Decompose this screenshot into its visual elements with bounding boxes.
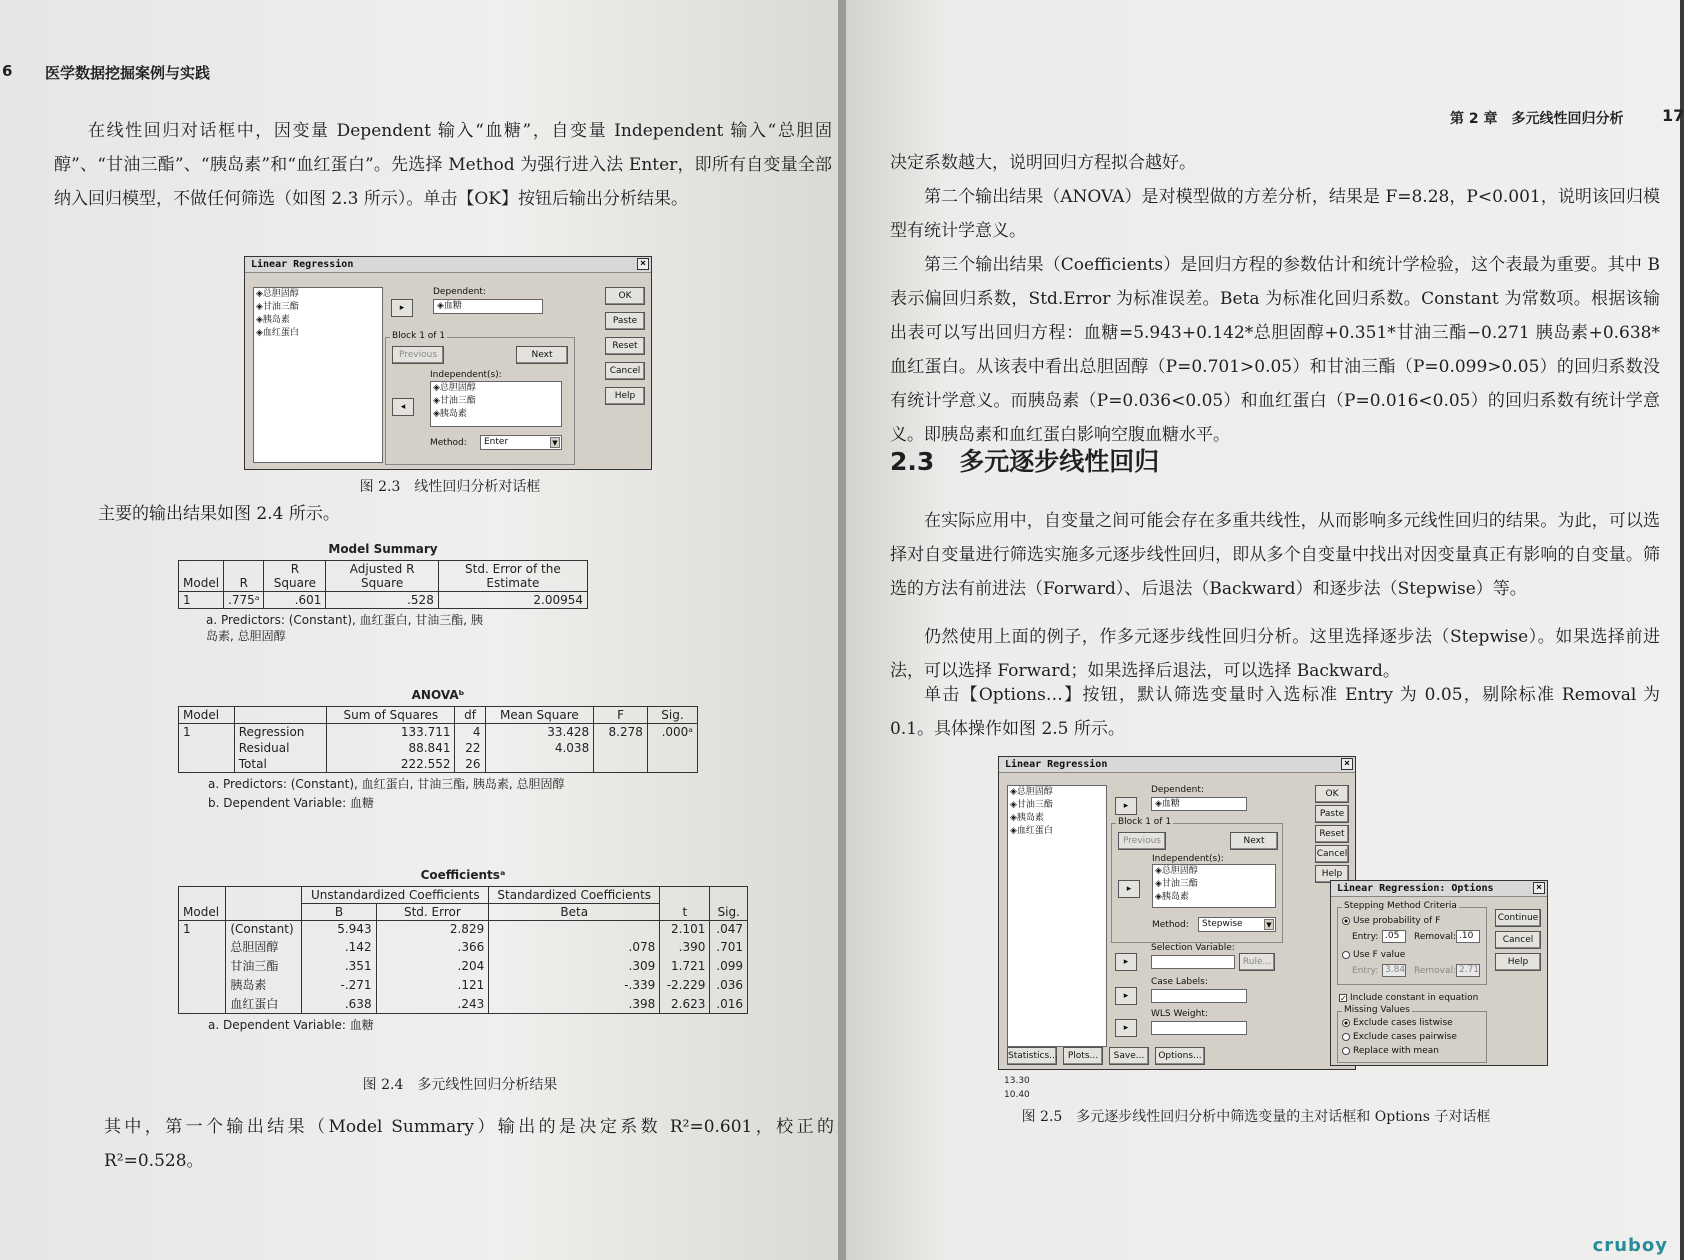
model-summary-title: Model Summary	[328, 542, 438, 556]
table-cell: .142	[302, 937, 376, 956]
table-cell: 88.841	[327, 740, 455, 756]
independent-list[interactable]	[1152, 864, 1276, 908]
rule-button[interactable]: Rule...	[1239, 953, 1275, 971]
dialog-title-bar	[245, 257, 651, 273]
list-item[interactable]: ◈总胆固醇	[1155, 866, 1198, 876]
header-cell: Std. Error of the Estimate	[438, 561, 587, 592]
use-f-value-radio[interactable]: Use F value	[1342, 950, 1405, 960]
background-number: 13.30	[1004, 1076, 1030, 1086]
coefficients-table	[178, 868, 748, 1033]
header-cell	[234, 707, 326, 724]
list-item[interactable]: ◈血红蛋白	[256, 328, 299, 338]
move-selection-button[interactable]: ▸	[1115, 953, 1137, 971]
stepping-criteria-group	[1337, 901, 1487, 985]
cancel-button[interactable]: Cancel	[605, 362, 645, 380]
table-cell: 26	[455, 756, 485, 773]
move-wls-button[interactable]: ▸	[1115, 1019, 1137, 1037]
linear-regression-dialog	[244, 256, 652, 470]
removal-label: Removal:	[1414, 932, 1457, 942]
list-item[interactable]: ◈总胆固醇	[256, 289, 299, 299]
table-cell	[594, 740, 648, 756]
radio-icon	[1342, 1033, 1350, 1041]
move-dependent-button[interactable]: ▸	[1115, 797, 1137, 815]
fig25-caption: 图 2.5 多元逐步线性回归分析中筛选变量的主对话框和 Options 子对话框	[1021, 1109, 1491, 1125]
table-cell	[179, 740, 235, 756]
table-cell: .016	[710, 994, 748, 1014]
table-cell: .036	[710, 975, 748, 994]
next-button[interactable]: Next	[516, 346, 568, 364]
options-cancel-button[interactable]: Cancel	[1495, 931, 1541, 949]
radio-icon	[1342, 951, 1350, 959]
save-button[interactable]: Save...	[1109, 1047, 1149, 1065]
selection-variable-label: Selection Variable:	[1151, 943, 1235, 953]
header-cell: R Square	[264, 561, 326, 592]
missing-values-group	[1337, 1005, 1487, 1063]
table-cell: 总胆固醇	[226, 937, 302, 956]
list-item[interactable]: ◈胰岛素	[1155, 892, 1189, 902]
model-summary-footnote: a. Predictors: (Constant), 血红蛋白, 甘油三酯, 胰岛素, 总胆固醇	[206, 613, 483, 643]
exclude-listwise-radio[interactable]: Exclude cases listwise	[1342, 1018, 1453, 1028]
right-page	[846, 0, 1684, 1260]
header-cell: F	[594, 707, 648, 724]
section-paragraph-3: 单击【Options…】按钮，默认筛选变量时入选标准 Entry 为 0.05，剔除标准 Removal 为 0.1。具体操作如图 2.5 所示。	[890, 685, 1660, 739]
paragraph-2: 第二个输出结果（ANOVA）是对模型做的方差分析，结果是 F=8.28，P<0.001，说明该回归模型有统计学意义。	[890, 187, 1660, 241]
paste-button[interactable]: Paste	[605, 312, 645, 330]
table-cell: 1	[179, 921, 226, 938]
dialog-title-bar	[999, 757, 1355, 773]
table-cell: (Constant)	[226, 921, 302, 938]
options-title: Linear Regression: Options	[1337, 883, 1494, 894]
table-cell: 222.552	[327, 756, 455, 773]
table-cell: 胰岛素	[226, 975, 302, 994]
cancel-button[interactable]: Cancel	[1315, 845, 1349, 863]
list-item[interactable]: ◈总胆固醇	[433, 383, 476, 393]
table-cell	[179, 956, 226, 975]
move-independent-button[interactable]: ◂	[392, 398, 414, 416]
table-cell	[594, 756, 648, 773]
fig24-caption: 图 2.4 多元线性回归分析结果	[362, 1077, 558, 1093]
table-cell: .366	[376, 937, 489, 956]
anova-table	[178, 688, 698, 811]
checkmark-icon: ✓	[1340, 993, 1347, 1003]
table-cell: -2.229	[660, 975, 710, 994]
table-cell: .047	[710, 921, 748, 938]
statistics-button[interactable]: Statistics...	[1007, 1047, 1057, 1065]
dependent-label: Dependent:	[1151, 785, 1204, 795]
method-label: Method:	[1152, 920, 1189, 930]
header-cell: Model	[179, 561, 224, 592]
block-label: Block 1 of 1	[1118, 817, 1172, 827]
table-cell: 133.711	[327, 724, 455, 741]
continue-button[interactable]: Continue	[1495, 909, 1541, 927]
table-cell: 33.428	[485, 724, 594, 741]
header-cell: Adjusted R Square	[326, 561, 438, 592]
next-button[interactable]: Next	[1230, 832, 1278, 850]
list-item[interactable]: ◈甘油三酯	[433, 396, 476, 406]
wls-weight-field[interactable]	[1151, 1021, 1247, 1035]
close-icon[interactable]: ×	[637, 258, 649, 270]
variable-list[interactable]	[1007, 785, 1107, 1047]
table-cell: -.271	[302, 975, 376, 994]
close-icon[interactable]: ×	[1533, 882, 1545, 894]
entry-label: Entry:	[1352, 932, 1379, 942]
table-cell	[489, 921, 660, 938]
chevron-down-icon: ▼	[550, 437, 560, 448]
missing-values-label: Missing Values	[1344, 1005, 1410, 1015]
variable-list[interactable]	[253, 287, 383, 463]
left-page	[0, 0, 838, 1260]
header-cell: Mean Square	[485, 707, 594, 724]
header-cell: df	[455, 707, 485, 724]
main-results-text: 主要的输出结果如图 2.4 所示。	[98, 504, 340, 524]
list-item[interactable]: ◈胰岛素	[1010, 813, 1044, 823]
header-group-unstandardized: Unstandardized Coefficients	[302, 887, 489, 904]
table-row	[179, 592, 588, 609]
table-cell: .775ᵃ	[224, 592, 264, 609]
table-cell: .121	[376, 975, 489, 994]
table-row	[179, 921, 748, 938]
reset-button[interactable]: Reset	[605, 337, 645, 355]
independent-label: Independent(s):	[430, 370, 502, 380]
f-removal-label: Removal:	[1414, 966, 1457, 976]
table-cell: 22	[455, 740, 485, 756]
independent-list[interactable]	[430, 381, 562, 427]
case-labels-field[interactable]	[1151, 989, 1247, 1003]
f-removal-field[interactable]: 2.71	[1456, 964, 1480, 977]
table-cell: 2.00954	[438, 592, 587, 609]
table-row	[179, 756, 698, 773]
move-dependent-button[interactable]: ▸	[391, 299, 413, 317]
options-dialog	[1330, 880, 1548, 1066]
table-cell	[179, 756, 235, 773]
table-cell: .243	[376, 994, 489, 1014]
table-cell: 4.038	[485, 740, 594, 756]
table-cell: 1.721	[660, 956, 710, 975]
table-row	[179, 724, 698, 741]
table-cell: .351	[302, 956, 376, 975]
reset-button[interactable]: Reset	[1315, 825, 1349, 843]
radio-selected-icon	[1342, 917, 1350, 925]
entry-field[interactable]: .05	[1382, 930, 1406, 943]
table-row	[179, 740, 698, 756]
table-cell: .390	[660, 937, 710, 956]
options-title-bar	[1331, 881, 1547, 897]
table-cell: Total	[234, 756, 326, 773]
chapter-head: 第 2 章 多元线性回归分析	[1450, 111, 1624, 127]
table-cell: .309	[489, 956, 660, 975]
paragraph-1: 决定系数越大，说明回归方程拟合越好。	[890, 153, 1196, 173]
criteria-label: Stepping Method Criteria	[1344, 901, 1457, 911]
list-item[interactable]: ◈甘油三酯	[1010, 800, 1053, 810]
section-paragraph-2: 仍然使用上面的例子，作多元逐步线性回归分析。这里选择逐步法（Stepwise）。如果选择前进法，可以选择 Forward；如果选择后退法，可以选择 Backward。	[890, 627, 1660, 681]
bottom-paragraph: 其中，第一个输出结果（Model Summary）输出的是决定系数 R²=0.601，校正的 R²=0.528。	[104, 1117, 834, 1171]
case-labels-label: Case Labels:	[1151, 977, 1208, 987]
table-row	[179, 975, 748, 994]
move-case-label-button[interactable]: ▸	[1115, 987, 1137, 1005]
f-entry-label: Entry:	[1352, 966, 1379, 976]
help-button[interactable]: Help	[1315, 865, 1349, 883]
page-number-left: 6	[2, 62, 13, 80]
table-cell: 2.623	[660, 994, 710, 1014]
anova-footnote-a: a. Predictors: (Constant), 血红蛋白, 甘油三酯, 胰岛素, 总胆固醇	[208, 777, 565, 791]
table-cell: .601	[264, 592, 326, 609]
intro-paragraph: 在线性回归对话框中，因变量 Dependent 输入“血糖”，自变量 Independent 输入“总胆固醇”、“甘油三酯”、“胰岛素”和“血红蛋白”。先选择 Method 为强行进入法 Enter，即所有自变量全部纳入回归模型，不做任何筛选（如图 2.3 所示）。单击【OK】按钮后输出分析结果。	[54, 121, 832, 209]
help-button[interactable]: Help	[605, 387, 645, 405]
table-cell: 1	[179, 724, 235, 741]
method-label: Method:	[430, 438, 467, 448]
table-cell: 1	[179, 592, 224, 609]
header-cell	[226, 887, 302, 921]
dependent-field[interactable]: ◈血糖	[433, 299, 543, 314]
radio-icon	[1342, 1047, 1350, 1055]
block-group	[385, 331, 575, 465]
dialog-title: Linear Regression	[1005, 759, 1108, 770]
list-item[interactable]: ◈甘油三酯	[1155, 879, 1198, 889]
method-select[interactable]: Stepwise ▼	[1198, 917, 1276, 932]
watermark: cruboy	[1592, 1235, 1668, 1256]
paragraph-3: 第三个输出结果（Coefficients）是回归方程的参数估计和统计学检验，这个表最为重要。其中 B 表示偏回归系数，Std.Error 为标准误差。Beta 为标准化回归系数。Constant 为常数项。根据该输出表可以写出回归方程：血糖=5.943+0.142*总胆固醇+0.351*甘油三酯−0.271 胰岛素+0.638*血红蛋白。从该表中看出总胆固醇（P=0.701>0.05）和甘油三酯（P=0.099>0.05）的回归系数没有统计学意义。而胰岛素（P=0.036<0.05）和血红蛋白（P=0.016<0.05）的回归系数有统计学意义。即胰岛素和血红蛋白影响空腹血糖水平。	[890, 255, 1660, 445]
method-select[interactable]: Enter ▼	[480, 435, 562, 450]
table-cell: .099	[710, 956, 748, 975]
previous-button[interactable]: Previous	[392, 346, 444, 364]
background-number: 10.40	[1004, 1090, 1030, 1100]
table-row	[179, 994, 748, 1014]
close-icon[interactable]: ×	[1341, 758, 1353, 770]
list-item[interactable]: ◈胰岛素	[433, 409, 467, 419]
list-item[interactable]: ◈血红蛋白	[1010, 826, 1053, 836]
page-number-right: 17	[1662, 106, 1684, 125]
selection-variable-field[interactable]	[1151, 955, 1235, 969]
table-cell: .204	[376, 956, 489, 975]
header-cell: B	[302, 904, 376, 921]
table-cell: .528	[326, 592, 438, 609]
table-cell: 2.829	[376, 921, 489, 938]
table-row	[179, 937, 748, 956]
header-cell: Sig.	[647, 707, 697, 724]
exclude-pairwise-radio[interactable]: Exclude cases pairwise	[1342, 1032, 1457, 1042]
radio-selected-icon	[1342, 1019, 1350, 1027]
section-paragraph-1: 在实际应用中，自变量之间可能会存在多重共线性，从而影响多元线性回归的结果。为此，可以选择对自变量进行筛选实施多元逐步线性回归，即从多个自变量中找出对因变量真正有影响的自变量。筛选的方法有前进法（Forward）、后退法（Backward）和逐步法（Stepwise）等。	[890, 511, 1660, 599]
wls-weight-label: WLS Weight:	[1151, 1009, 1208, 1019]
table-cell: .398	[489, 994, 660, 1014]
table-cell: 5.943	[302, 921, 376, 938]
table-cell: Regression	[234, 724, 326, 741]
list-item[interactable]: ◈胰岛素	[256, 315, 290, 325]
table-cell: 血红蛋白	[226, 994, 302, 1014]
header-group-standardized: Standardized Coefficients	[489, 887, 660, 904]
table-cell: 2.101	[660, 921, 710, 938]
table-cell	[179, 994, 226, 1014]
running-title: 医学数据挖掘案例与实践	[45, 64, 211, 82]
header-cell: Beta	[489, 904, 660, 921]
paste-button[interactable]: Paste	[1315, 805, 1349, 823]
independent-label: Independent(s):	[1152, 854, 1224, 864]
dependent-label: Dependent:	[433, 287, 486, 297]
header-cell: t	[660, 887, 710, 921]
list-item[interactable]: ◈甘油三酯	[256, 302, 299, 312]
header-cell: Sum of Squares	[327, 707, 455, 724]
table-cell: .000ᵃ	[647, 724, 697, 741]
f-entry-field[interactable]: 3.84	[1382, 964, 1406, 977]
table-cell	[179, 975, 226, 994]
table-cell: Residual	[234, 740, 326, 756]
anova-footnote-b: b. Dependent Variable: 血糖	[208, 796, 375, 810]
use-probability-radio[interactable]: Use probability of F	[1342, 916, 1440, 926]
coefficients-title: Coefficientsᵃ	[420, 868, 506, 882]
include-constant-checkbox[interactable]: ✓ Include constant in equation	[1340, 993, 1479, 1003]
table-cell	[647, 740, 697, 756]
block-group	[1111, 817, 1283, 943]
dependent-field[interactable]: ◈血糖	[1151, 797, 1247, 811]
coefficients-footnote: a. Dependent Variable: 血糖	[208, 1018, 374, 1032]
table-cell: 甘油三酯	[226, 956, 302, 975]
table-cell: .701	[710, 937, 748, 956]
table-cell: 4	[455, 724, 485, 741]
table-cell: -.339	[489, 975, 660, 994]
table-cell	[647, 756, 697, 773]
dialog-title: Linear Regression	[251, 259, 354, 270]
table-cell: .638	[302, 994, 376, 1014]
anova-title: ANOVAᵇ	[411, 688, 465, 702]
stepwise-regression-dialog	[998, 756, 1356, 1070]
header-cell: Std. Error	[376, 904, 489, 921]
plots-button[interactable]: Plots...	[1063, 1047, 1103, 1065]
table-row	[179, 956, 748, 975]
table-cell: .078	[489, 937, 660, 956]
header-cell: Sig.	[710, 887, 748, 921]
header-cell: Model	[179, 707, 235, 724]
table-cell: 8.278	[594, 724, 648, 741]
header-cell: Model	[179, 887, 226, 921]
previous-button[interactable]: Previous	[1118, 832, 1166, 850]
options-button[interactable]: Options...	[1155, 1047, 1205, 1065]
section-title: 2.3 多元逐步线性回归	[890, 447, 1160, 476]
book-gutter	[838, 0, 846, 1260]
replace-mean-radio[interactable]: Replace with mean	[1342, 1046, 1439, 1056]
list-item[interactable]: ◈总胆固醇	[1010, 787, 1053, 797]
removal-field[interactable]: .10	[1456, 930, 1480, 943]
block-label: Block 1 of 1	[392, 331, 446, 341]
chevron-down-icon: ▼	[1264, 919, 1274, 930]
options-help-button[interactable]: Help	[1495, 953, 1541, 971]
ok-button[interactable]: OK	[605, 287, 645, 305]
table-cell	[485, 756, 594, 773]
fig23-caption: 图 2.3 线性回归分析对话框	[359, 479, 541, 495]
header-cell: R	[224, 561, 264, 592]
table-cell	[179, 937, 226, 956]
move-independent-button[interactable]: ▸	[1118, 880, 1140, 898]
ok-button[interactable]: OK	[1315, 785, 1349, 803]
model-summary-table	[178, 542, 588, 644]
